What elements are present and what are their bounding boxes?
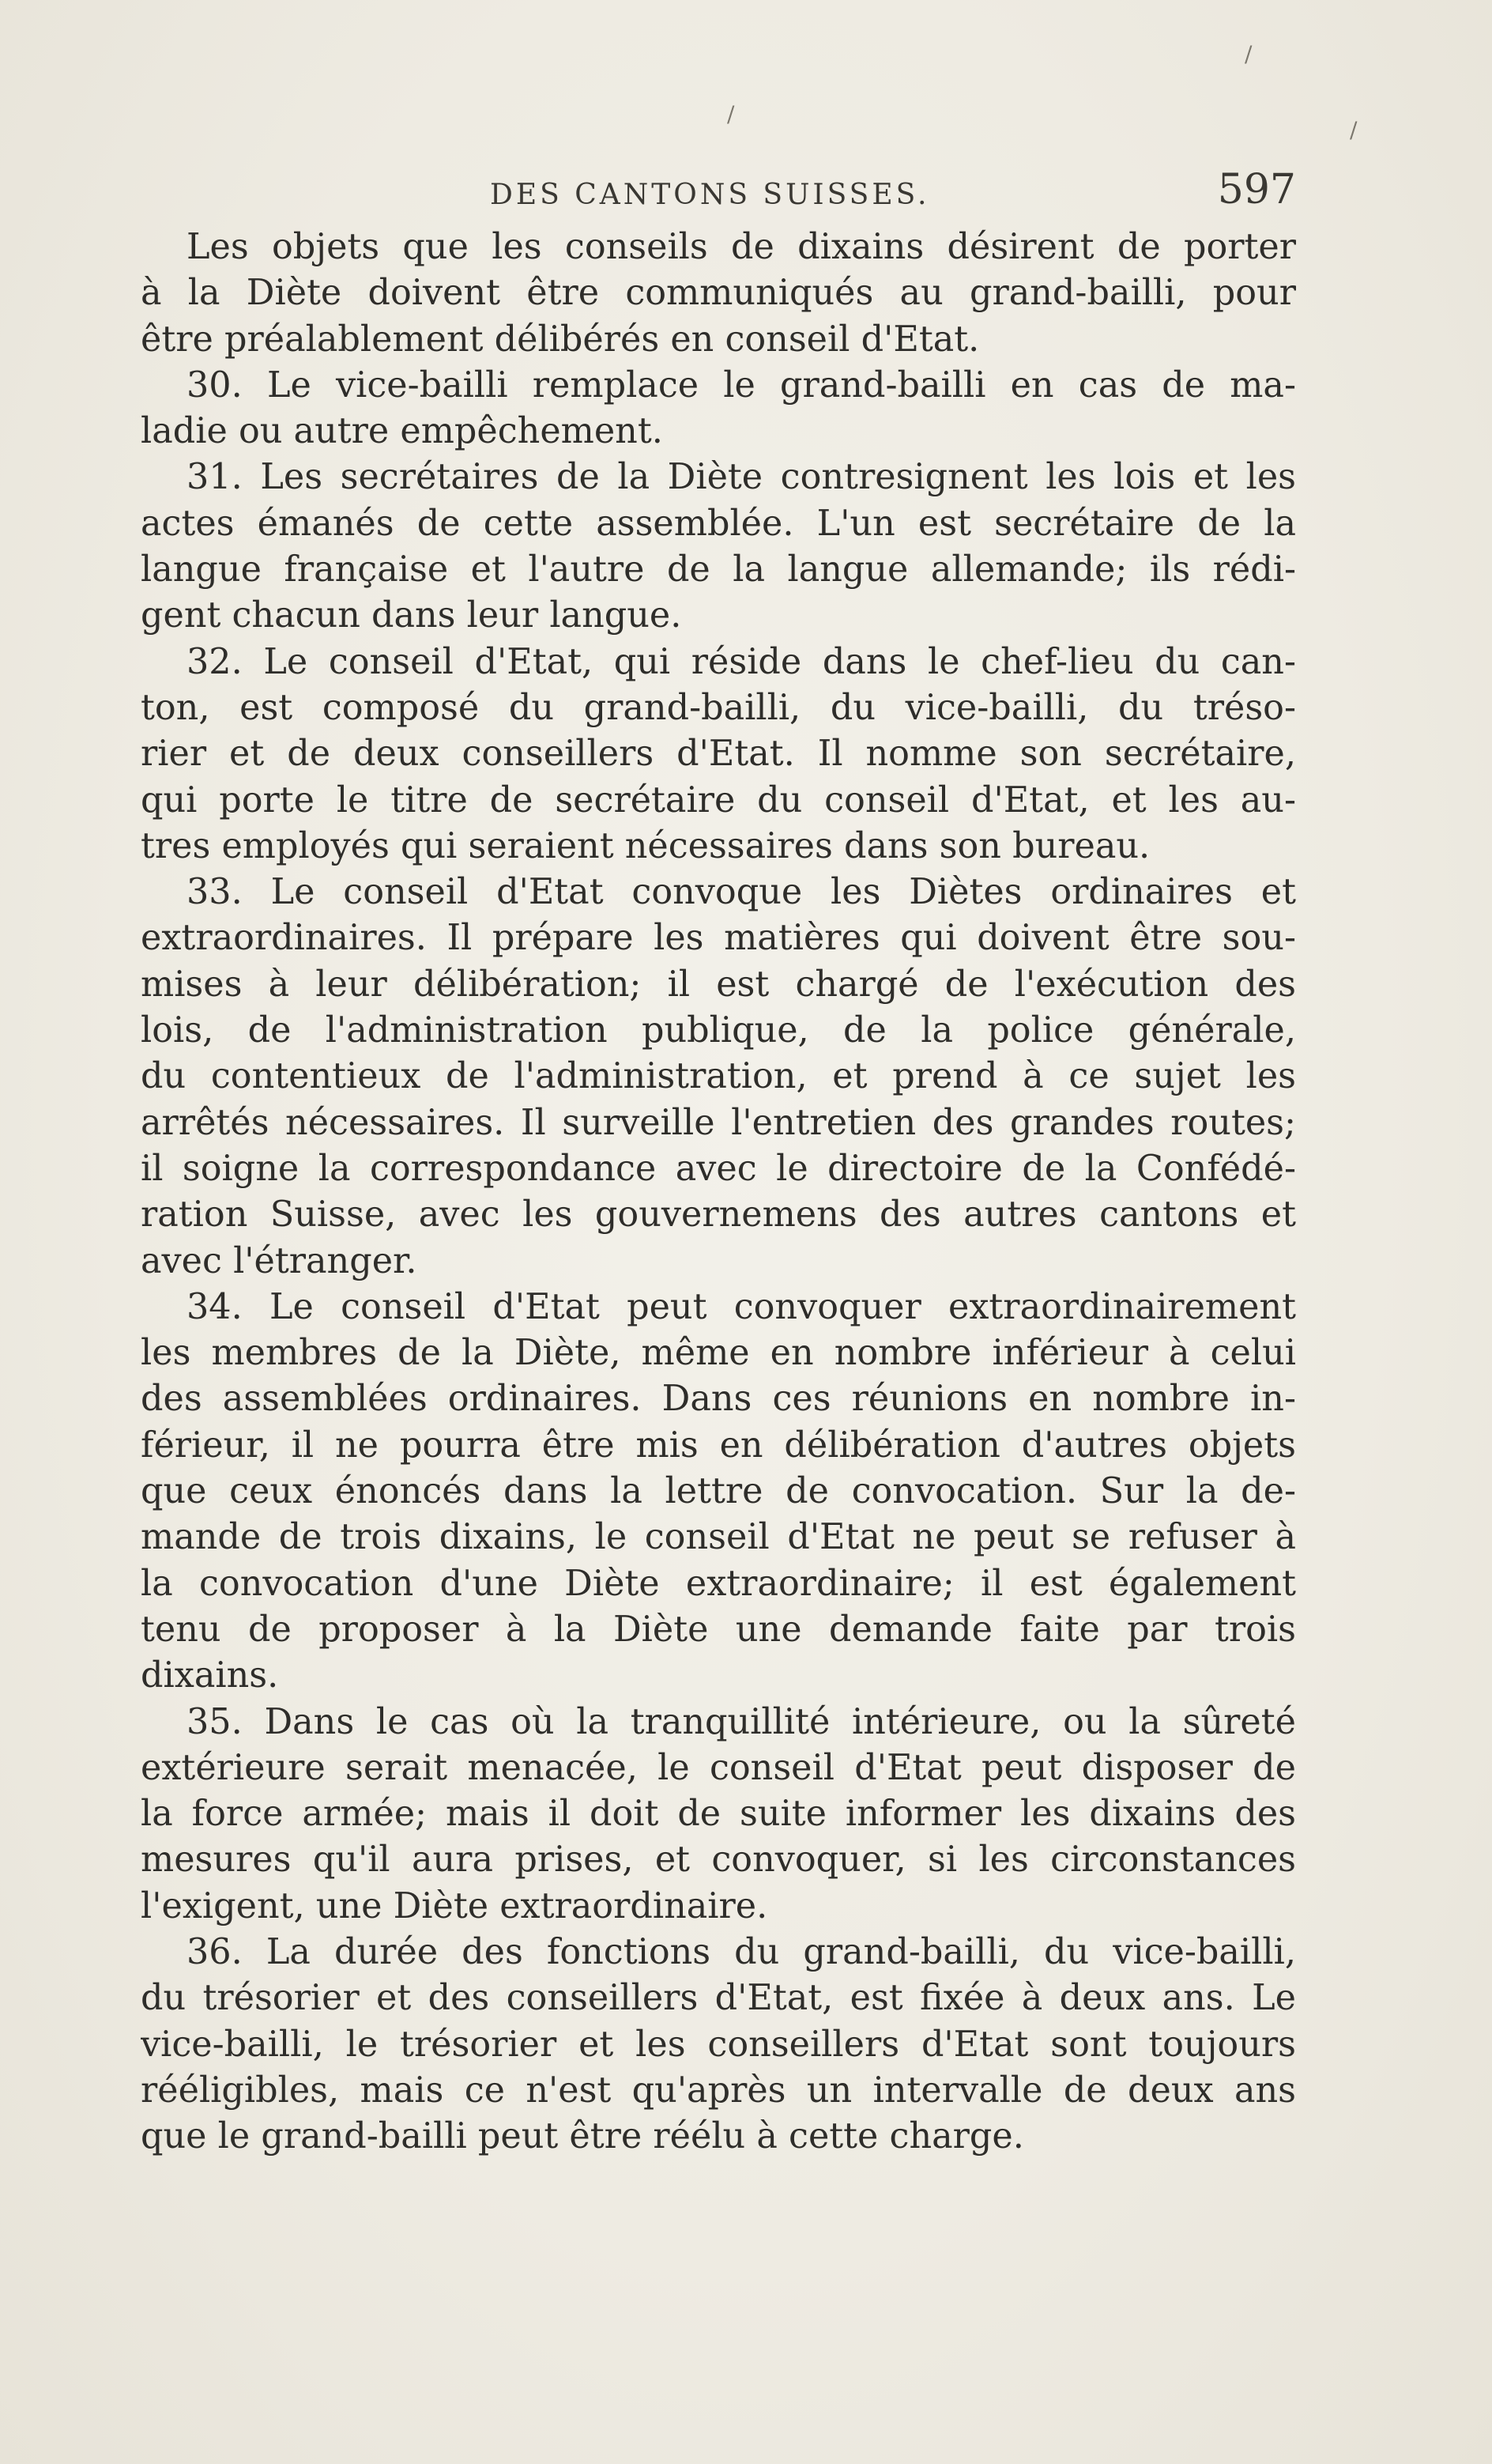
text-line: férieur, il ne pourra être mis en délibération d'autres objets [141,1424,1296,1466]
text-line: que ceux énoncés dans la lettre de convocation. Sur la de- [141,1471,1296,1512]
text-line: tres employés qui seraient nécessaires dans son bureau. [141,825,1151,866]
text-line: arrêtés nécessaires. Il surveille l'entretien des grandes routes; [141,1102,1296,1143]
text-line: mises à leur délibération; il est chargé de l'exécution des [141,964,1296,1005]
text-line: la convocation d'une Diète extraordinaire; il est également [141,1563,1296,1604]
text-line: dixains. [141,1655,279,1696]
text-line: avec l'étranger. [141,1240,417,1281]
text-line: les membres de la Diète, même en nombre inférieur à celui [141,1333,1296,1374]
text-line: ton, est composé du grand-bailli, du vice-bailli, du tréso- [141,687,1296,728]
text-line: du contentieux de l'administration, et prend à ce sujet les [141,1056,1296,1097]
page-header [142,166,1296,225]
page-number: 597 [1217,166,1296,213]
text-line: 34. Le conseil d'Etat peut convoquer extraordinairement [186,1286,1296,1327]
text-line: vice-bailli, le trésorier et les conseillers d'Etat sont toujours [141,2024,1296,2065]
text-line: 35. Dans le cas où la tranquillité intérieure, ou la sûreté [186,1701,1296,1742]
text-line: extérieure serait menacée, le conseil d'Etat peut disposer de [141,1747,1296,1788]
text-line: à la Diète doivent être communiqués au grand-bailli, pour [141,273,1296,314]
text-line: du trésorier et des conseillers d'Etat, est fixée à deux ans. Le [141,1978,1296,2019]
text-line: lois, de l'administration publique, de la police générale, [141,1010,1296,1051]
text-line: 32. Le conseil d'Etat, qui réside dans le chef-lieu du can- [186,641,1296,682]
text-line: tenu de proposer à la Diète une demande faite par trois [141,1609,1296,1650]
page-stain-mark: / [1245,41,1253,67]
text-line: 30. Le vice-bailli remplace le grand-bailli en cas de ma- [186,364,1296,406]
text-line: extraordinaires. Il prépare les matières qui doivent être sou- [141,918,1296,959]
running-title: DES CANTONS SUISSES. [490,179,930,211]
text-line: mande de trois dixains, le conseil d'Etat ne peut se refuser à [141,1517,1296,1558]
text-line: que le grand-bailli peut être réélu à cette charge. [141,2116,1024,2157]
text-line: il soigne la correspondance avec le directoire de la Confédé- [141,1148,1296,1189]
text-line: langue française et l'autre de la langue allemande; ils rédi- [141,549,1296,591]
text-line: rééligibles, mais ce n'est qu'après un intervalle de deux ans [141,2070,1296,2111]
text-line: gent chacun dans leur langue. [141,595,682,636]
text-line: 31. Les secrétaires de la Diète contresignent les lois et les [186,457,1296,498]
page-stain-mark: / [727,101,735,127]
text-line: Les objets que les conseils de dixains désirent de porter [186,227,1296,267]
text-line: 36. La durée des fonctions du grand-bailli, du vice-bailli, [186,1931,1296,1972]
text-line: ladie ou autre empêchement. [141,411,663,452]
body-text [141,225,1296,2160]
page-stain-mark: / [1350,117,1358,143]
text-line: être préalablement délibérés en conseil d'Etat. [141,319,980,360]
text-line: ration Suisse, avec les gouvernemens des autres cantons et [141,1194,1296,1236]
text-line: des assemblées ordinaires. Dans ces réunions en nombre in- [141,1379,1296,1420]
text-line: actes émanés de cette assemblée. L'un est secrétaire de la [141,503,1296,544]
text-line: rier et de deux conseillers d'Etat. Il nomme son secrétaire, [141,734,1296,775]
text-line: l'exigent, une Diète extraordinaire. [141,1885,768,1926]
text-line: mesures qu'il aura prises, et convoquer, si les circonstances [141,1840,1296,1881]
text-line: la force armée; mais il doit de suite informer les dixains des [141,1794,1296,1835]
text-line: qui porte le titre de secrétaire du conseil d'Etat, et les au- [141,779,1296,821]
text-line: 33. Le conseil d'Etat convoque les Diètes ordinaires et [186,872,1296,913]
